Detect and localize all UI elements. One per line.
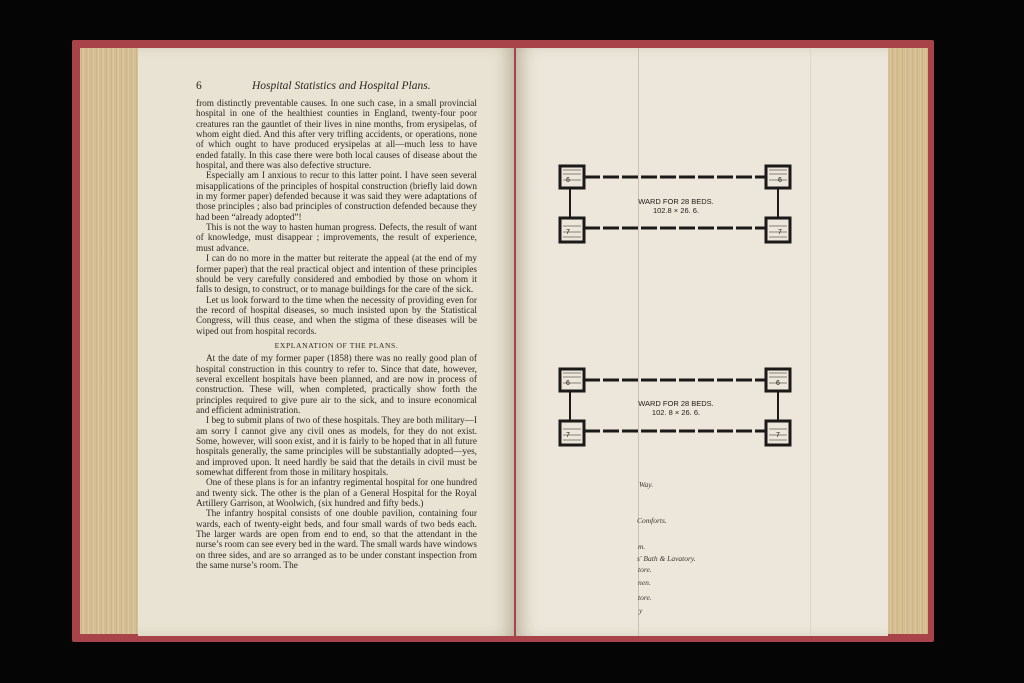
margin-fragment: m. — [638, 542, 646, 551]
fold-line-2 — [810, 48, 811, 636]
corner-number: 7 — [776, 432, 780, 439]
margin-fragment: tore. — [638, 593, 652, 602]
page-number: 6 — [196, 80, 202, 92]
corner-number: 7 — [566, 229, 570, 236]
ward-label-1 — [636, 197, 716, 215]
margin-fragment: Comforts. — [637, 516, 667, 525]
margin-fragment: s' Bath & Lavatory. — [637, 554, 696, 563]
paragraph: I beg to submit plans of two of these hospitals. They are both military—I am sorry I cannot give any civil ones as models, for they do not exist. Some, however, will soon exist, and it is fairly to be hoped that in all future hospitals generally, the same principles will be substantially adopted—yes, and improved upon. It need hardly be said that the details in civil must be somewhat different from those in military hospitals. — [196, 416, 477, 479]
corner-number: 6 — [566, 177, 570, 184]
paragraph: from distinctly preventable causes. In one such case, in a small provincial hospital in one of the healthiest counties in England, twenty-four poor creatures ran the gauntlet of their lives in nine months, from erysipelas, of whom eight died. And this after very trifling accidents, or operations, none of which ought to have produced erysipelas at all—much less to have ended fatally. In this case there were both local causes of disease about the hospital, and there was also defective structure. — [196, 99, 477, 172]
corner-number: 6 — [776, 380, 780, 387]
body-text — [196, 99, 477, 571]
ward-label-2 — [636, 399, 716, 417]
page-edges-left — [80, 48, 140, 634]
ward-title: WARD FOR 28 BEDS. — [638, 197, 714, 206]
paragraph: I can do no more in the matter but reiterate the appeal (at the end of my former paper) that the real practical object and intention of these principles should be very carefully considered and embodied by those on whom it falls to design, to construct, or to manage buildings for the care of the sick. — [196, 254, 477, 296]
paragraph: Let us look forward to the time when the necessity of providing even for the record of hospital diseases, so much insisted upon by the Statistical Congress, will thus cease, and when the stigma of these diseases will be wiped out from hospital records. — [196, 295, 477, 337]
corner-number: 7 — [566, 432, 570, 439]
running-title: Hospital Statistics and Hospital Plans. — [252, 80, 431, 92]
margin-fragment: nen. — [638, 578, 651, 587]
paragraph: This is not the way to hasten human progress. Defects, the result of want of knowledge, must disappear ; improvements, the result of experience, must advance. — [196, 223, 477, 254]
margin-fragment: Way. — [639, 480, 654, 489]
page-header — [196, 80, 476, 96]
section-heading: EXPLANATION OF THE PLANS. — [274, 340, 399, 350]
paragraph: At the date of my former paper (1858) there was no really good plan of hospital construction in this country to refer to. Since that date, however, several excellent hospitals have been planned, and are now in process of construction. These will, when completed, practically show forth the principles required to give pure air to the sick, and to insure economical and efficient administration. — [196, 354, 477, 416]
right-page — [516, 48, 888, 636]
corner-number: 7 — [778, 229, 782, 236]
margin-fragment: tore. — [638, 565, 652, 574]
corner-number: 6 — [566, 380, 570, 387]
paragraph: The infantry hospital consists of one double pavilion, containing four wards, each of twenty-eight beds, and four small wards of two beds each. The larger wards are open from end to end, so that the attendant in the nurse’s room can see every bed in the ward. The small wards have windows on three sides, and are so arranged as to be under constant inspection from the same nurse’s room. The — [196, 509, 477, 572]
paragraph: One of these plans is for an infantry regimental hospital for one hundred and twenty sick. The other is the plan of a General Hospital for the Royal Artillery Garrison, at Woolwich, (six hundred and fifty beds.) — [196, 478, 477, 510]
paragraph: Especially am I anxious to recur to this latter point. I have seen several misapplications of the principles of hospital construction (briefly laid down in my former paper) defended because it was said they were adaptations of those principles ; also bad principles of construction defended because they had been “already adopted”! — [196, 171, 477, 223]
ward-dimensions: 102. 8 × 26. 6. — [651, 408, 701, 417]
ward-dimensions: 102.8 × 26. 6. — [652, 206, 700, 215]
margin-fragment: y — [639, 606, 643, 615]
corner-number: 6 — [778, 177, 782, 184]
ward-title: WARD FOR 28 BEDS. — [638, 399, 714, 408]
page-edges-right — [884, 48, 928, 634]
